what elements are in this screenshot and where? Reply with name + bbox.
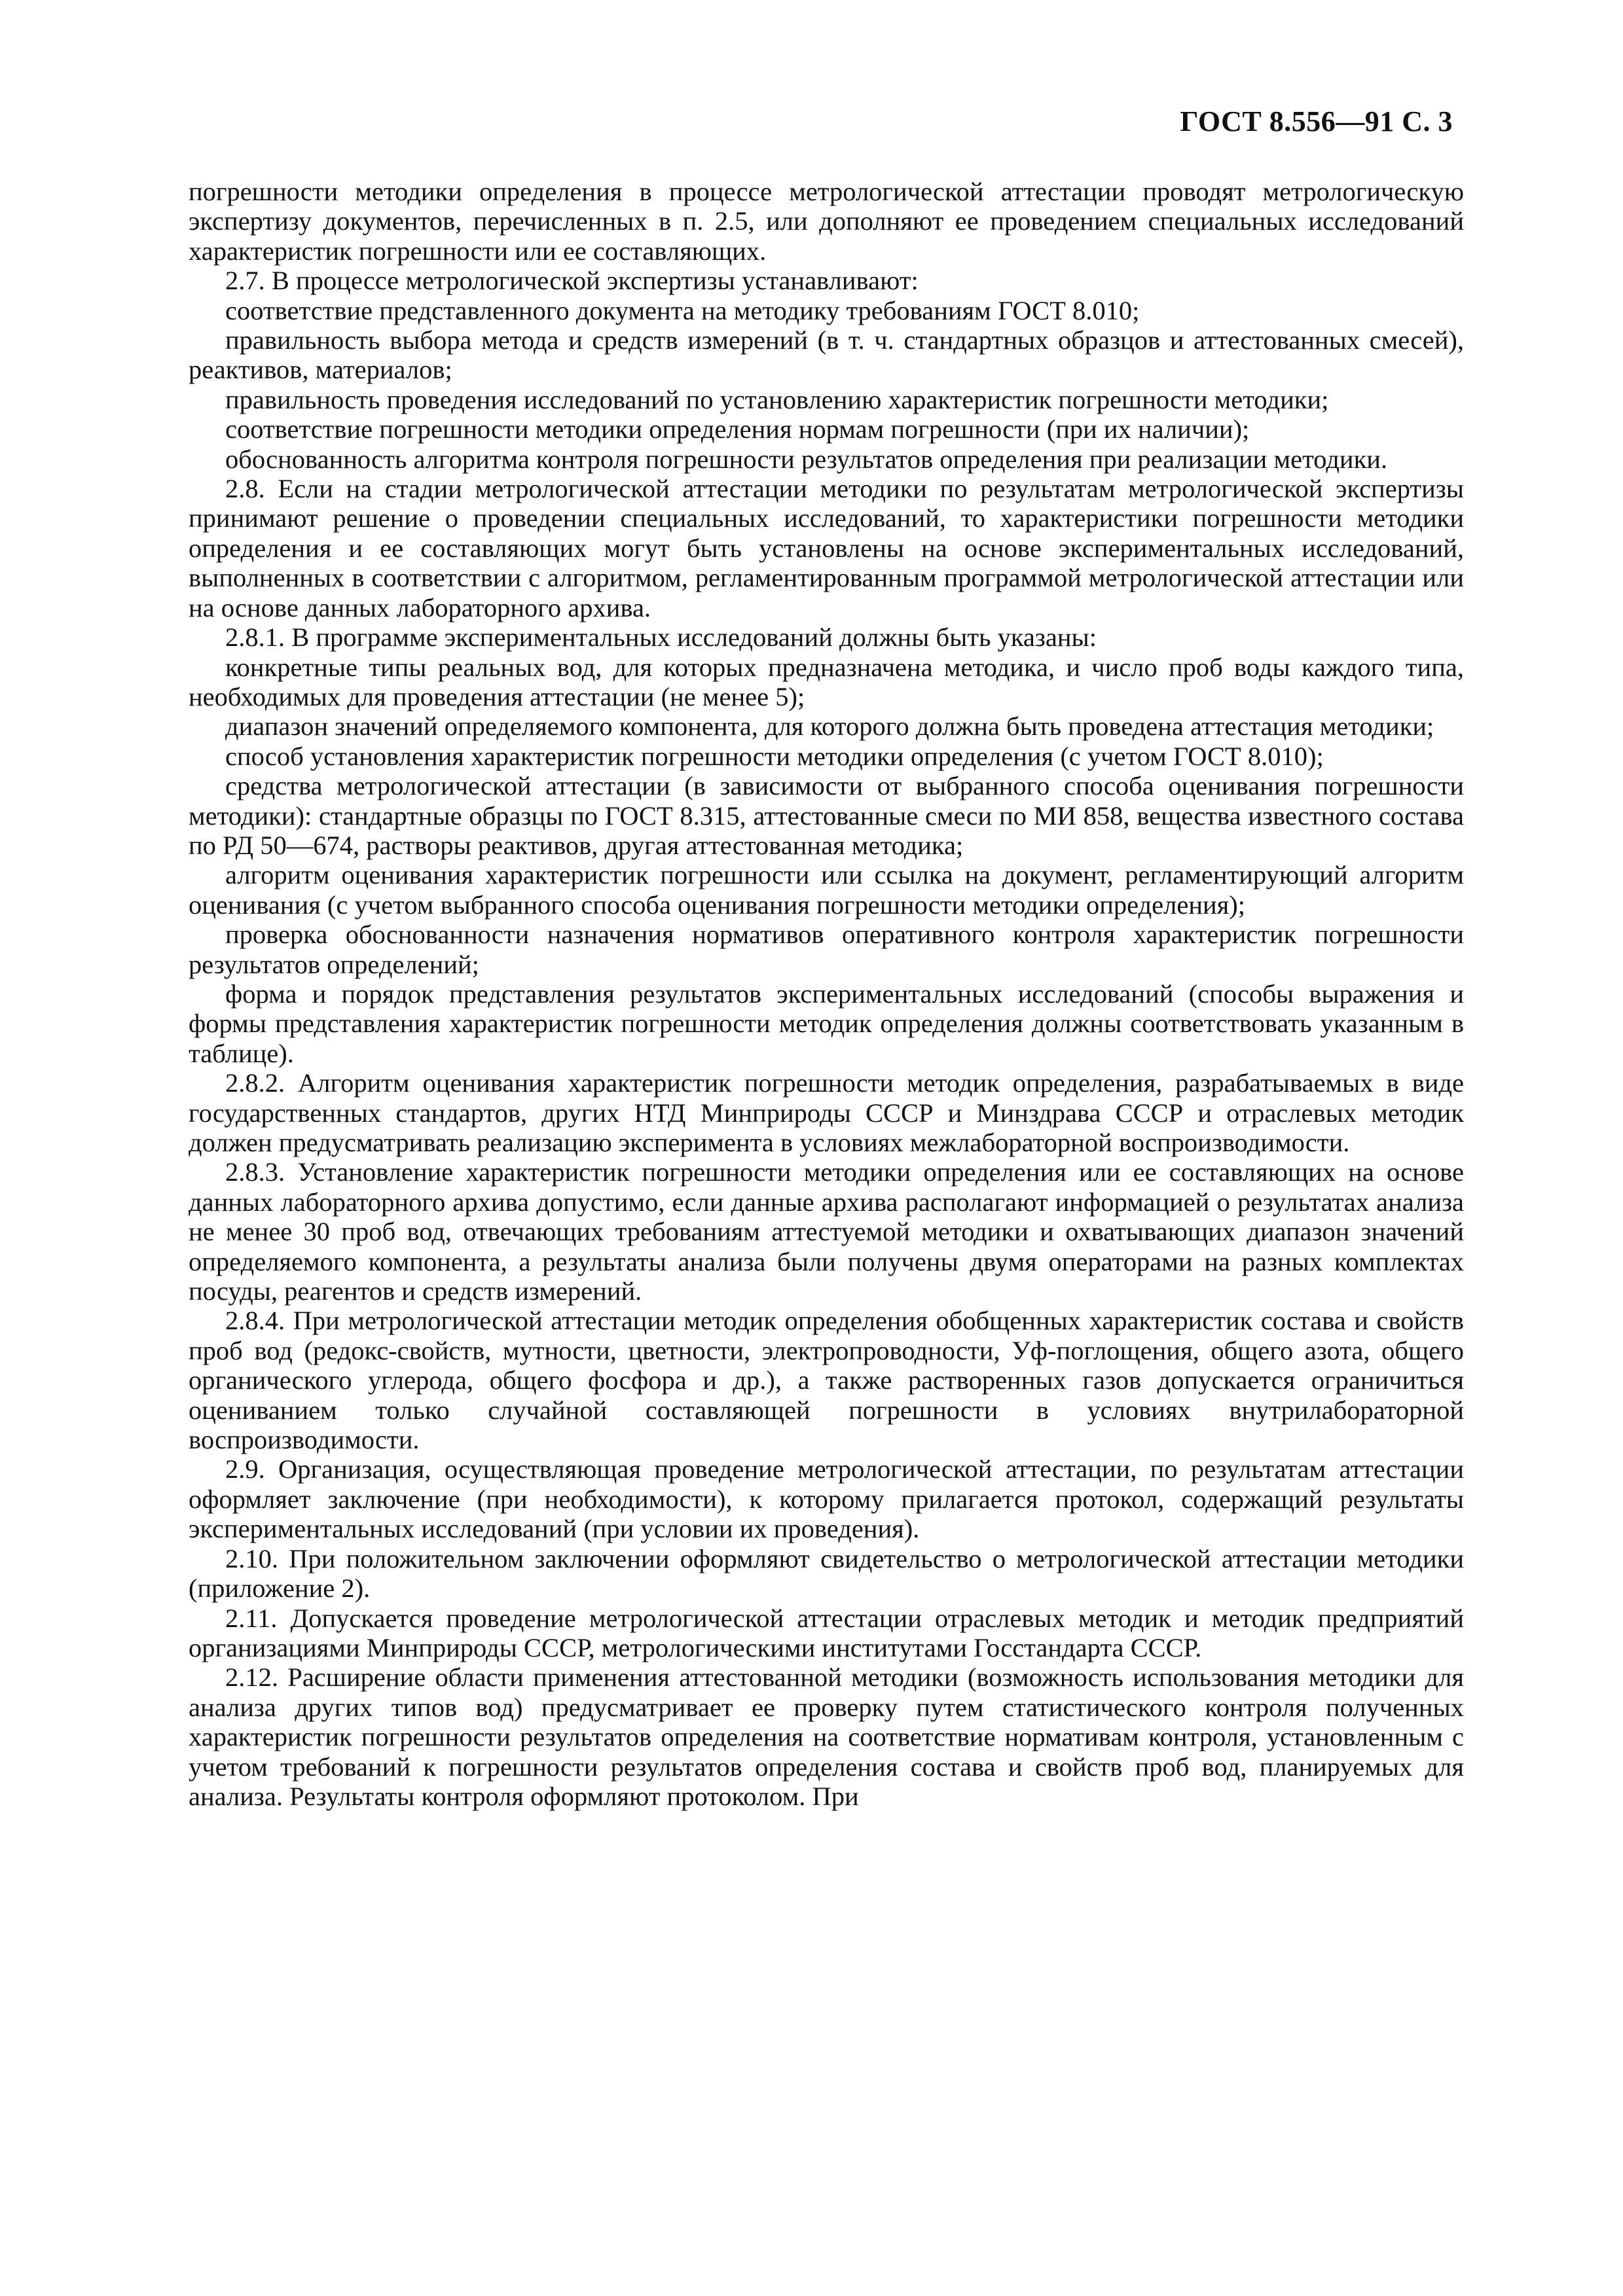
paragraph-2-8: 2.8. Если на стадии метрологической аттестации методики по результатам метрологической экспертизы принимают решение о проведении специальных исследований, то характеристики погрешности методики определения и ее составляющих могут быть установлены на основе экспериментальных исследований, выполненных в соответствии с алгоритмом, регламентированным программой метрологической аттестации или на основе данных лабораторного архива. [189,474,1464,622]
paragraph-2-8-1-item: форма и порядок представления результатов экспериментальных исследований (способы выражения и формы представления характеристик погрешности методик определения должны соответствовать указанным в таблице). [189,978,1464,1068]
paragraph-2-8-1-item: конкретные типы реальных вод, для которых предназначена методика, и число проб воды каждого типа, необходимых для проведения аттестации (не менее 5); [189,652,1464,711]
paragraph-2-8-3: 2.8.3. Установление характеристик погрешности методики определения или ее составляющих на основе данных лабораторного архива допустимо, если данные архива располагают информацией о результатах анализа не менее 30 проб вод, отвечающих требованиям аттестуемой методики и охватывающих диапазон значений определяемого компонента, а результаты анализа были получены двумя операторами на разных комплектах посуды, реагентов и средств измерений. [189,1157,1464,1306]
paragraph-2-8-1-item: алгоритм оценивания характеристик погрешности или ссылка на документ, регламентирующий алгоритм оценивания (с учетом выбранного способа оценивания погрешности методики определения); [189,860,1464,920]
document-body [189,177,1464,1811]
paragraph-2-9: 2.9. Организация, осуществляющая проведение метрологической аттестации, по результатам аттестации оформляет заключение (при необходимости), к которому прилагается протокол, содержащий результаты экспериментальных исследований (при условии их проведения). [189,1454,1464,1544]
paragraph-2-12: 2.12. Расширение области применения аттестованной методики (возможность использования методики для анализа других типов вод) предусматривает ее проверку путем статистического контроля полученных характеристик погрешности результатов определения на соответствие нормативам контроля, установленным с учетом требований к погрешности результатов определения состава и свойств проб вод, планируемых для анализа. Результаты контроля оформляют протоколом. При [189,1662,1464,1811]
paragraph-2-7-item: соответствие погрешности методики определения нормам погрешности (при их наличии); [225,414,1250,444]
paragraph-2-8-1-item: диапазон значений определяемого компонента, для которого должна быть проведена аттестация методики; [225,711,1434,742]
paragraph-2-8-1-item: способ установления характеристик погрешности методики определения (с учетом ГОСТ 8.010); [225,741,1324,771]
paragraph-2-8-1: 2.8.1. В программе экспериментальных исследований должны быть указаны: [225,622,1097,653]
paragraph-2-7-item: обоснованность алгоритма контроля погрешности результатов определения при реализации методики. [225,444,1388,474]
paragraph-intro: погрешности методики определения в процессе метрологической аттестации проводят метрологическую экспертизу документов, перечисленных в п. 2.5, или дополняют ее проведением специальных исследований характеристик погрешности или ее составляющих. [189,177,1464,266]
paragraph-2-7: 2.7. В процессе метрологической экспертизы устанавливают: [225,266,919,296]
paragraph-2-7-item: соответствие представленного документа на методику требованиям ГОСТ 8.010; [225,295,1140,325]
paragraph-2-8-1-item: средства метрологической аттестации (в зависимости от выбранного способа оценивания погрешности методики): стандартные образцы по ГОСТ 8.315, аттестованные смеси по МИ 858, вещества известного состава по РД 50—674, растворы реактивов, другая аттестованная методика; [189,771,1464,860]
paragraph-2-10: 2.10. При положительном заключении оформляют свидетельство о метрологической аттестации методики (приложение 2). [189,1543,1464,1604]
paragraph-2-7-item: правильность проведения исследований по установлению характеристик погрешности методики; [225,384,1329,414]
page-header: ГОСТ 8.556—91 С. 3 [1180,105,1453,137]
paragraph-2-8-1-item: проверка обоснованности назначения нормативов оперативного контроля характеристик погрешности результатов определений; [189,920,1464,979]
paragraph-2-8-4: 2.8.4. При метрологической аттестации методик определения обобщенных характеристик состава и свойств проб вод (редокс-свойств, мутности, цветности, электропроводности, Уф-поглощения, общего азота, общего органического углерода, общего фосфора и др.), а также растворенных газов допускается ограничиться оцениванием только случайной составляющей погрешности в условиях внутрилабораторной воспроизводимости. [189,1306,1464,1455]
paragraph-2-7-item: правильность выбора метода и средств измерений (в т. ч. стандартных образцов и аттестованных смесей), реактивов, материалов; [189,325,1464,385]
paragraph-2-11: 2.11. Допускается проведение метрологической аттестации отраслевых методик и методик предприятий организациями Минприроды СССР, метрологическими институтами Госстандарта СССР. [189,1603,1464,1662]
paragraph-2-8-2: 2.8.2. Алгоритм оценивания характеристик погрешности методик определения, разрабатываемых в виде государственных стандартов, других НТД Минприроды СССР и Минздрава СССР и отраслевых методик должен предусматривать реализацию эксперимента в условиях межлабораторной воспроизводимости. [189,1068,1464,1157]
